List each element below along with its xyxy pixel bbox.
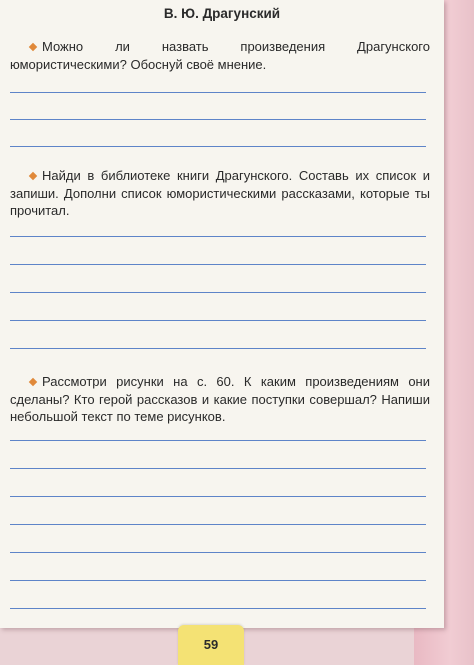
answer-line[interactable] xyxy=(10,580,426,581)
page-number-tab xyxy=(178,625,244,665)
answer-line[interactable] xyxy=(10,496,426,497)
task-2 xyxy=(10,167,430,220)
diamond-bullet-icon xyxy=(29,172,37,180)
task-1 xyxy=(10,38,430,73)
answer-line[interactable] xyxy=(10,524,426,525)
answer-line[interactable] xyxy=(10,92,426,93)
page-number: 59 xyxy=(203,637,219,652)
answer-line[interactable] xyxy=(10,264,426,265)
diamond-bullet-icon xyxy=(29,43,37,51)
answer-line[interactable] xyxy=(10,552,426,553)
answer-line[interactable] xyxy=(10,348,426,349)
task-2-text: Найди в библиотеке книги Драгунского. Составь их список и запиши. Дополни список юмористическими рассказами, которые ты прочитал. xyxy=(10,168,430,218)
answer-line[interactable] xyxy=(10,440,426,441)
answer-line[interactable] xyxy=(10,236,426,237)
answer-line[interactable] xyxy=(10,468,426,469)
task-3-text: Рассмотри рисунки на с. 60. К каким произведениям они сделаны? Кто герой рассказов и какие поступки совершал? Напиши небольшой текст по теме рисунков. xyxy=(10,374,430,424)
answer-line[interactable] xyxy=(10,608,426,609)
answer-line[interactable] xyxy=(10,320,426,321)
diamond-bullet-icon xyxy=(29,378,37,386)
page-title: В. Ю. Драгунский xyxy=(163,6,281,21)
task-3 xyxy=(10,373,430,426)
answer-line[interactable] xyxy=(10,146,426,147)
answer-line[interactable] xyxy=(10,119,426,120)
answer-line[interactable] xyxy=(10,292,426,293)
task-1-text: Можно ли назвать произведения Драгунского юмористическими? Обоснуй своё мнение. xyxy=(10,39,430,72)
